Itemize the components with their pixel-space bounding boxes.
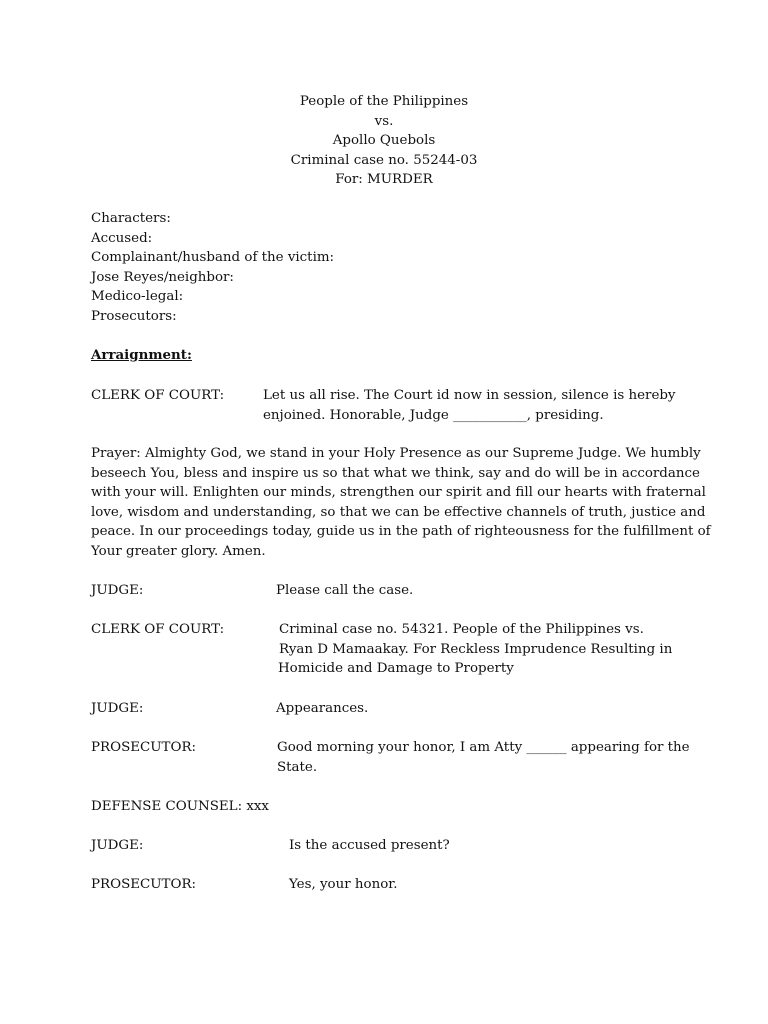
dialog-line: enjoined. Honorable, Judge ___________, presiding. [263,407,604,423]
dialog-line: Is the accused present? [289,838,450,853]
character-item: Prosecutors: [91,308,177,324]
dialog-text [263,386,683,425]
dialog-text [289,836,709,856]
dialog-line: Criminal case no. 54321. People of the Philippines vs. [279,622,644,637]
dialog-text [289,875,709,895]
character-item: Complainant/husband of the victim: [91,250,335,266]
prayer-line: Prayer: Almighty God, we stand in your Holy Presence as our Supreme Judge. We humbly [91,446,701,461]
character-item: Jose Reyes/neighbor: [91,269,234,285]
speaker-label: JUDGE: [91,701,144,716]
dialog-text [279,620,699,679]
dialog-line: Ryan D Mamaakay. For Reckless Imprudence Resulting in [279,641,673,657]
case-charge: For: MURDER [335,172,433,188]
speaker-label: JUDGE: [91,838,144,853]
case-title-block [0,92,768,190]
arraignment-heading: Arraignment: [91,347,192,363]
prayer-line: love, wisdom and understanding, so that we can be effective channels of truth, justice and [91,504,706,520]
speaker-label: JUDGE: [91,583,144,598]
case-number: Criminal case no. 55244-03 [290,152,478,168]
character-item: Medico-legal: [91,289,184,305]
dialog-line: State. [277,759,318,775]
dialog-line: Good morning your honor, I am Atty ______ appearing for the [277,740,690,755]
prayer-line: with your will. Enlighten our minds, strengthen our spirit and fill our hearts with fraternal [91,485,706,501]
dialog-text [277,738,697,777]
speaker-label: CLERK OF COURT: [91,388,225,403]
prayer-paragraph [91,444,711,562]
dialog-line: Yes, your honor. [289,877,398,892]
prayer-line: beseech You, bless and inspire us so that what we think, say and do will be in accordance [91,465,700,481]
speaker-label: PROSECUTOR: [91,740,197,755]
characters-list [91,209,691,327]
dialog-line: Let us all rise. The Court id now in session, silence is hereby [263,388,676,403]
character-item: Accused: [91,230,153,246]
dialog-line: Homicide and Damage to Property [278,661,514,677]
dialog-line: Appearances. [276,701,369,716]
speaker-label: CLERK OF COURT: [91,622,225,637]
prayer-line: Your greater glory. Amen. [91,543,266,559]
speaker-label: PROSECUTOR: [91,877,197,892]
dialog-text [276,581,696,601]
case-title-line: vs. [374,113,394,129]
speaker-label: DEFENSE COUNSEL: xxx [91,799,269,814]
characters-heading: Characters: [91,211,171,226]
prayer-line: peace. In our proceedings today, guide us in the path of righteousness for the fulfillment of [91,524,711,540]
dialog-line: Please call the case. [276,583,414,598]
dialog-text [276,699,696,719]
case-title-line: People of the Philippines [299,94,469,109]
case-title-line: Apollo Quebols [332,133,436,149]
